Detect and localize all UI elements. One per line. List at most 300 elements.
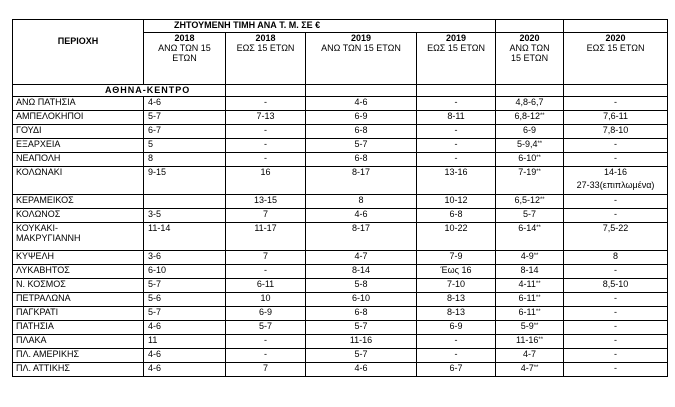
value-text: 7 <box>262 251 268 261</box>
value-text: 7-9 <box>449 251 463 261</box>
value-cell <box>496 125 564 139</box>
value-text: 6-10 <box>351 293 370 303</box>
value-cell <box>306 307 417 321</box>
header-empty-cell <box>496 20 564 33</box>
footnote-mark: ** <box>535 295 541 301</box>
table-row <box>13 293 668 307</box>
value-cell <box>564 321 668 335</box>
table-row <box>13 139 668 153</box>
value-text: 5-9 <box>520 321 534 331</box>
value-cell <box>417 279 496 293</box>
footnote-mark: ** <box>535 281 541 287</box>
value-text: 4-6 <box>354 97 368 107</box>
value-text: 7,8-10 <box>602 125 629 135</box>
value-cell <box>417 139 496 153</box>
area-name: Ν. ΚΟΣΜΟΣ <box>16 279 66 289</box>
value-text: 6-7 <box>449 363 463 373</box>
column-header-year: 2019 <box>350 33 372 43</box>
value-cell <box>496 251 564 265</box>
value-cell <box>306 139 417 153</box>
value-cell <box>306 195 417 209</box>
value-cell <box>144 125 226 139</box>
table-row <box>13 321 668 335</box>
value-text: 11-17 <box>254 223 277 233</box>
value-text: 8-17 <box>351 223 370 233</box>
value-cell <box>144 293 226 307</box>
value-text: 6-11 <box>518 307 536 317</box>
value-cell <box>144 251 226 265</box>
section-empty-cell <box>306 85 417 97</box>
value-cell <box>226 349 306 363</box>
value-text: 4-9 <box>520 251 534 261</box>
value-text: 6-8 <box>354 153 368 163</box>
value-text: 5-7 <box>258 321 272 331</box>
value-text: 10 <box>260 293 271 303</box>
value-text: 6-9 <box>354 111 368 121</box>
value-cell <box>417 363 496 377</box>
area-cell <box>13 223 144 251</box>
value-text: 13-15 <box>253 195 278 205</box>
value-text: 5-7 <box>523 209 537 219</box>
table-row <box>13 363 668 377</box>
table-row <box>13 349 668 363</box>
column-header-year: 2018 <box>255 33 276 43</box>
value-text: 5-8 <box>354 279 368 289</box>
value-cell <box>496 97 564 111</box>
value-cell <box>306 293 417 307</box>
area-name: ΠΛ. ΑΤΤΙΚΗΣ <box>16 363 70 373</box>
value-text: Έως 16 <box>440 265 472 275</box>
area-name: ΑΝΩ ΠΑΤΗΣΙΑ <box>16 97 76 107</box>
value-cell <box>226 125 306 139</box>
value-text: 8-14 <box>351 265 370 275</box>
area-cell <box>13 363 144 377</box>
value-text: 4-6 <box>148 363 162 373</box>
value-text: 10-22 <box>444 223 468 233</box>
footnote-mark: ** <box>539 113 545 119</box>
value-cell <box>306 251 417 265</box>
area-name: ΕΞΑΡΧΕΙΑ <box>16 139 61 149</box>
value-text: - <box>614 209 618 219</box>
value-text: - <box>454 125 458 135</box>
value-cell <box>564 363 668 377</box>
area-cell <box>13 167 144 195</box>
value-cell <box>306 363 417 377</box>
area-name: ΠΕΤΡΑΛΩΝΑ <box>16 293 71 303</box>
column-header-label: ΑΝΩ ΤΩΝ 15 ΕΤΩΝ <box>158 43 211 63</box>
value-cell <box>417 97 496 111</box>
section-empty-cell <box>564 85 668 97</box>
value-cell <box>144 265 226 279</box>
value-cell <box>144 307 226 321</box>
value-text: - <box>454 153 458 163</box>
area-cell <box>13 97 144 111</box>
value-cell <box>564 335 668 349</box>
value-text: 4-7 <box>520 363 534 373</box>
value-text: 3-5 <box>148 209 162 219</box>
area-name-line2: ΜΑΚΡΥΓΙΑΝΝΗ <box>16 233 81 243</box>
column-header-label: ΑΝΩ ΤΩΝ 15 ΕΤΩΝ <box>509 43 550 63</box>
value-cell <box>417 265 496 279</box>
value-text: 6,5-12 <box>514 195 540 205</box>
column-header-year: 2018 <box>174 33 195 43</box>
value-text: 5-6 <box>148 293 162 303</box>
value-cell <box>226 223 306 251</box>
value-cell <box>417 335 496 349</box>
value-cell <box>144 167 226 195</box>
value-text: 6,8-12 <box>514 111 540 121</box>
value-cell <box>417 209 496 223</box>
value-cell <box>306 279 417 293</box>
value-cell <box>226 363 306 377</box>
value-text: 7 <box>262 209 268 219</box>
value-cell <box>306 223 417 251</box>
value-text: - <box>264 139 267 149</box>
value-text: - <box>454 349 458 359</box>
value-text: 6-7 <box>148 125 162 135</box>
value-text: 5-7 <box>354 139 368 149</box>
value-cell <box>144 363 226 377</box>
value-extra-note: 27-33(επιπλωμένα) <box>576 180 655 190</box>
value-text: 4-7 <box>523 349 537 359</box>
value-text: - <box>614 195 618 205</box>
footnote-mark: ** <box>536 169 541 175</box>
value-cell <box>496 349 564 363</box>
value-text: 6-8 <box>354 125 368 135</box>
table-row <box>13 167 668 195</box>
value-text: 4-7 <box>354 251 368 261</box>
value-text: 8-13 <box>447 307 466 317</box>
area-name: ΠΑΓΚΡΑΤΙ <box>16 307 59 317</box>
area-name: ΚΟΛΩΝΟΣ <box>16 209 61 219</box>
value-text: 11-16 <box>516 335 539 345</box>
value-cell <box>417 251 496 265</box>
value-cell <box>564 111 668 125</box>
value-text: 10-12 <box>444 195 468 205</box>
value-text: - <box>614 153 618 163</box>
footnote-mark: ** <box>536 225 541 231</box>
value-text: 6-10 <box>148 265 167 275</box>
value-cell <box>417 111 496 125</box>
value-text: 6-14 <box>518 223 537 233</box>
value-text: 7,6-11 <box>603 111 628 121</box>
value-cell <box>564 153 668 167</box>
table-row <box>13 251 668 265</box>
footnote-mark: ** <box>538 337 544 343</box>
column-header-year: 2019 <box>446 33 467 43</box>
column-header <box>144 33 226 85</box>
area-cell <box>13 139 144 153</box>
value-cell <box>144 349 226 363</box>
value-cell <box>226 335 306 349</box>
value-cell <box>496 293 564 307</box>
value-text: 8-14 <box>520 265 539 275</box>
section-empty-cell <box>226 85 306 97</box>
area-cell <box>13 251 144 265</box>
area-name: ΚΟΥΚΑΚΙ- <box>16 223 58 233</box>
value-cell <box>564 307 668 321</box>
section-row <box>13 85 668 97</box>
value-text: 5-7 <box>148 111 162 121</box>
value-text: 4,8-6,7 <box>515 97 544 107</box>
value-cell <box>564 195 668 209</box>
area-name: ΑΜΠΕΛΟΚΗΠΟΙ <box>16 111 84 121</box>
table-row <box>13 335 668 349</box>
section-label: ΑΘΗΝΑ-ΚΕΝΤΡΟ <box>13 85 226 97</box>
value-cell <box>144 209 226 223</box>
value-text: 4-6 <box>148 321 162 331</box>
value-text: 5-7 <box>354 349 368 359</box>
column-header <box>564 33 668 85</box>
area-cell <box>13 209 144 223</box>
value-cell <box>306 97 417 111</box>
table-row <box>13 223 668 251</box>
value-text: 4-6 <box>148 97 162 107</box>
value-cell <box>496 321 564 335</box>
footnote-mark: ** <box>539 197 545 203</box>
value-cell <box>144 335 226 349</box>
value-cell <box>564 97 668 111</box>
value-text: - <box>614 335 618 345</box>
value-text: 4-11 <box>518 279 536 289</box>
value-cell <box>144 139 226 153</box>
value-cell <box>496 335 564 349</box>
value-cell <box>496 111 564 125</box>
value-text: 7 <box>262 363 268 373</box>
table-row <box>13 125 668 139</box>
table-row <box>13 279 668 293</box>
value-text: 8-11 <box>447 111 465 121</box>
area-name: ΓΟΥΔΙ <box>16 125 42 135</box>
value-text: 7,5-22 <box>602 223 629 233</box>
value-text: - <box>454 139 458 149</box>
value-text: 6-8 <box>354 307 368 317</box>
value-cell <box>144 279 226 293</box>
value-cell <box>496 209 564 223</box>
value-cell <box>496 223 564 251</box>
column-header-label: ΑΝΩ ΤΩΝ 15 ΕΤΩΝ <box>321 43 401 53</box>
value-cell <box>306 167 417 195</box>
value-cell <box>144 153 226 167</box>
value-cell <box>226 265 306 279</box>
footnote-mark: ** <box>533 365 539 371</box>
value-text: 7-13 <box>256 111 275 121</box>
value-text: - <box>614 97 618 107</box>
area-cell <box>13 125 144 139</box>
value-cell <box>226 209 306 223</box>
value-text: 11-16 <box>349 335 373 345</box>
section-empty-cell <box>496 85 564 97</box>
value-text: 5-7 <box>354 321 368 331</box>
column-header-year: 2020 <box>519 33 540 43</box>
value-text: - <box>264 153 267 163</box>
value-text: 5-7 <box>148 307 162 317</box>
value-cell <box>417 153 496 167</box>
section-empty-cell <box>417 85 496 97</box>
value-cell <box>496 153 564 167</box>
value-text: 6-11 <box>256 279 275 289</box>
value-cell <box>564 265 668 279</box>
value-cell <box>226 195 306 209</box>
value-cell <box>226 279 306 293</box>
header-empty-cell <box>564 20 668 33</box>
value-text: 8 <box>148 153 154 163</box>
value-cell <box>306 125 417 139</box>
value-text: - <box>264 349 267 359</box>
value-text: 11-14 <box>148 223 171 233</box>
area-cell <box>13 335 144 349</box>
area-name: ΠΑΤΗΣΙΑ <box>16 321 54 331</box>
value-text: - <box>614 307 618 317</box>
value-text: 8 <box>613 251 619 261</box>
value-text: 8-13 <box>447 293 466 303</box>
value-cell <box>564 251 668 265</box>
value-cell <box>417 223 496 251</box>
value-text: 8,5-10 <box>602 279 629 289</box>
column-header <box>226 33 306 85</box>
value-text: 5-7 <box>148 279 162 289</box>
value-cell <box>144 321 226 335</box>
value-cell <box>306 153 417 167</box>
value-cell <box>496 363 564 377</box>
value-cell <box>226 97 306 111</box>
area-name: ΚΕΡΑΜΕΙΚΟΣ <box>16 195 74 205</box>
value-text: - <box>614 363 618 373</box>
area-name: ΠΛ. ΑΜΕΡΙΚΗΣ <box>16 349 80 359</box>
value-cell <box>226 153 306 167</box>
value-text: 9-15 <box>148 167 167 177</box>
value-cell <box>144 223 226 251</box>
table-row <box>13 195 668 209</box>
value-text: 13-16 <box>444 167 468 177</box>
value-cell <box>144 195 226 209</box>
value-cell <box>496 279 564 293</box>
value-cell <box>306 321 417 335</box>
value-text: - <box>614 349 618 359</box>
price-table-sheet <box>12 19 667 377</box>
value-cell <box>564 349 668 363</box>
value-cell <box>496 307 564 321</box>
price-title-header: ΖΗΤΟΥΜΕΝΗ ΤΙΜΗ ΑΝΑ Τ. Μ. ΣΕ € <box>144 20 496 33</box>
area-cell <box>13 293 144 307</box>
value-cell <box>306 265 417 279</box>
value-text: - <box>614 293 618 303</box>
value-cell <box>417 195 496 209</box>
area-name: ΛΥΚΑΒΗΤΟΣ <box>16 265 70 275</box>
value-cell <box>226 293 306 307</box>
value-text: 14-16 <box>604 167 628 177</box>
value-text: 6-8 <box>449 209 463 219</box>
value-text: - <box>264 97 267 107</box>
footnote-mark: ** <box>536 155 541 161</box>
value-text: 4-6 <box>354 363 368 373</box>
column-header-year: 2020 <box>605 33 626 43</box>
value-cell <box>564 125 668 139</box>
column-header <box>496 33 564 85</box>
value-cell <box>226 307 306 321</box>
value-cell <box>226 111 306 125</box>
value-cell <box>144 111 226 125</box>
value-cell <box>306 111 417 125</box>
value-cell <box>496 195 564 209</box>
value-text: - <box>614 139 618 149</box>
value-text: 6-9 <box>523 125 537 135</box>
value-cell <box>226 139 306 153</box>
table-row <box>13 97 668 111</box>
value-cell <box>417 293 496 307</box>
value-cell <box>496 139 564 153</box>
area-cell <box>13 111 144 125</box>
area-header: ΠΕΡΙΟΧΗ <box>13 20 144 85</box>
value-text: 8 <box>358 195 364 205</box>
value-cell <box>564 293 668 307</box>
value-text: 7-10 <box>447 279 466 289</box>
value-text: 6-9 <box>258 307 272 317</box>
value-cell <box>564 209 668 223</box>
area-cell <box>13 265 144 279</box>
value-cell <box>564 139 668 153</box>
price-table-body <box>13 20 668 377</box>
value-text: 6-11 <box>518 293 536 303</box>
value-text: - <box>454 335 458 345</box>
header-row-title <box>13 20 668 33</box>
area-name: ΝΕΑΠΟΛΗ <box>16 153 61 163</box>
column-header-label: ΕΩΣ 15 ΕΤΩΝ <box>236 43 295 53</box>
value-text: - <box>614 265 618 275</box>
area-cell <box>13 321 144 335</box>
value-cell <box>417 125 496 139</box>
value-text: - <box>264 125 267 135</box>
value-text: 4-6 <box>148 349 162 359</box>
value-text: 11 <box>148 335 158 345</box>
value-text: 6-10 <box>518 153 537 163</box>
footnote-mark: ** <box>533 323 539 329</box>
footnote-mark: ** <box>535 309 541 315</box>
value-text: 4-6 <box>354 209 368 219</box>
value-text: 5 <box>148 139 154 149</box>
value-text: - <box>614 321 618 331</box>
value-text: - <box>264 335 267 345</box>
value-cell <box>564 223 668 251</box>
table-row <box>13 307 668 321</box>
table-row <box>13 209 668 223</box>
table-row <box>13 153 668 167</box>
area-cell <box>13 153 144 167</box>
value-cell <box>144 97 226 111</box>
value-cell <box>226 321 306 335</box>
value-cell <box>417 307 496 321</box>
value-text: 16 <box>260 167 271 177</box>
value-text: 8-17 <box>351 167 370 177</box>
footnote-mark: ** <box>537 141 543 147</box>
table-row <box>13 265 668 279</box>
area-name: ΚΟΛΩΝΑΚΙ <box>16 167 63 177</box>
value-cell <box>496 265 564 279</box>
value-cell <box>306 335 417 349</box>
value-cell <box>564 279 668 293</box>
column-header <box>417 33 496 85</box>
value-text: - <box>454 97 458 107</box>
footnote-mark: ** <box>533 253 539 259</box>
price-table <box>12 19 668 377</box>
column-header-label: ΕΩΣ 15 ΕΤΩΝ <box>427 43 485 53</box>
value-cell <box>417 349 496 363</box>
value-cell <box>226 251 306 265</box>
table-row <box>13 111 668 125</box>
value-text: 7-19 <box>518 167 537 177</box>
area-name: ΚΥΨΕΛΗ <box>16 251 55 261</box>
area-cell <box>13 307 144 321</box>
